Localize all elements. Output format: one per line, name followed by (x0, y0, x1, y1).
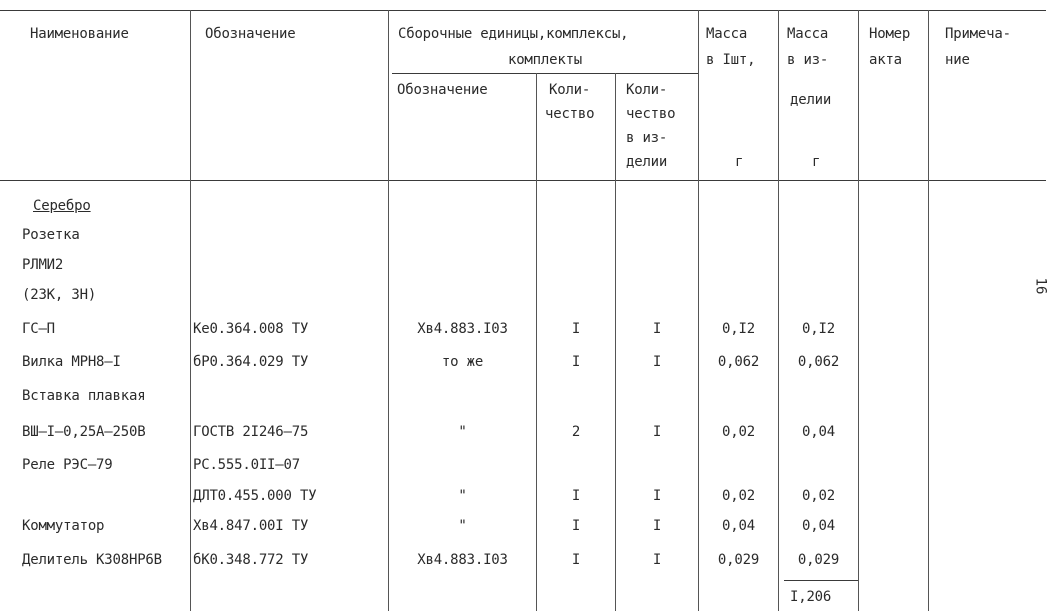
header-qty-line2: чество (545, 106, 595, 122)
cell-qty: I (571, 518, 581, 534)
total-divider (784, 580, 858, 581)
cell-name: Вставка плавкая (22, 388, 146, 404)
header-qty-in-line3: в из- (626, 130, 668, 146)
cell-sub-designation: " (458, 424, 467, 440)
header-note-line2: ние (945, 52, 970, 68)
total-mass: I,206 (790, 589, 832, 605)
cell-qty: I (571, 354, 581, 370)
header-mass-item-line3: делии (790, 92, 832, 108)
cell-sub-designation: " (458, 518, 467, 534)
cell-qty-in-item: I (652, 518, 662, 534)
cell-qty-in-item: I (652, 488, 662, 504)
header-mass-item-unit: г (812, 154, 821, 170)
header-qty-line1: Коли- (549, 82, 591, 98)
cell-mass-per-piece: 0,I2 (722, 321, 755, 337)
cell-name: Розетка (22, 227, 80, 243)
cell-name: (23К, 3Н) (22, 287, 97, 303)
header-mass-pc-line1: Масса (706, 26, 748, 42)
header-act-line1: Номер (869, 26, 911, 42)
cell-designation: бК0.348.772 ТУ (193, 552, 309, 568)
cell-qty: I (571, 552, 581, 568)
cell-qty-in-item: I (652, 424, 662, 440)
cell-mass-per-piece: 0,02 (722, 424, 755, 440)
header-designation: Обозначение (205, 26, 296, 42)
cell-name: Делитель К308НР6В (22, 552, 162, 568)
cell-mass-in-item: 0,062 (797, 354, 840, 370)
cell-qty: I (571, 321, 581, 337)
table-top-border (0, 10, 1046, 11)
cell-mass-in-item: 0,029 (797, 552, 840, 568)
header-mass-pc-line2: в Iшт, (706, 52, 756, 68)
cell-qty-in-item: I (652, 552, 662, 568)
cell-mass-in-item: 0,I2 (802, 321, 835, 337)
cell-designation: ГОСТВ 2I246–75 (193, 424, 309, 440)
header-mass-item-line1: Масса (787, 26, 829, 42)
cell-designation: Ке0.364.008 ТУ (193, 321, 309, 337)
cell-qty: 2 (571, 424, 581, 440)
cell-qty-in-item: I (652, 354, 662, 370)
cell-sub-designation: Хв4.883.I03 (417, 552, 508, 568)
cell-name: ГС–П (22, 321, 55, 337)
header-qty-in-line2: чество (626, 106, 676, 122)
header-note-line1: Примеча- (945, 26, 1011, 42)
cell-name: Вилка МРН8–I (22, 354, 121, 370)
cell-mass-per-piece: 0,02 (722, 488, 755, 504)
header-qty-in-line1: Коли- (626, 82, 668, 98)
header-act-line2: акта (869, 52, 902, 68)
page-number: 16 (1032, 277, 1049, 295)
cell-designation: РС.555.0II–07 (193, 457, 300, 473)
header-mass-pc-unit: г (735, 154, 744, 170)
cell-mass-in-item: 0,04 (802, 424, 835, 440)
cell-sub-designation: Хв4.883.I03 (417, 321, 508, 337)
cell-designation: Хв4.847.00I ТУ (193, 518, 309, 534)
header-qty-in-line4: делии (626, 154, 668, 170)
cell-mass-per-piece: 0,062 (717, 354, 760, 370)
cell-name: Реле РЭС–79 (22, 457, 113, 473)
cell-mass-per-piece: 0,04 (722, 518, 755, 534)
cell-designation: бР0.364.029 ТУ (193, 354, 309, 370)
cell-sub-designation: то же (441, 354, 484, 370)
cell-qty: I (571, 488, 581, 504)
col-divider-1 (190, 10, 191, 611)
cell-mass-in-item: 0,02 (802, 488, 835, 504)
header-sub-designation: Обозначение (397, 82, 488, 98)
cell-sub-designation: " (458, 488, 467, 504)
header-mass-item-line2: в из- (787, 52, 829, 68)
header-name: Наименование (30, 26, 129, 42)
cell-designation: ДЛТ0.455.000 ТУ (193, 488, 317, 504)
cell-name: Коммутатор (22, 518, 105, 534)
cell-name: ВШ–I–0,25А–250В (22, 424, 146, 440)
cell-mass-in-item: 0,04 (802, 518, 835, 534)
header-bottom-border (0, 180, 1046, 181)
section-title: Серебро (33, 198, 91, 214)
header-assembly-line1: Сборочные единицы,комплексы, (398, 26, 629, 42)
col-divider-7 (858, 10, 859, 611)
cell-mass-per-piece: 0,029 (717, 552, 760, 568)
cell-name: РЛМИ2 (22, 257, 64, 273)
header-assembly-line2: комплекты (507, 52, 583, 68)
assembly-header-divider (392, 73, 698, 74)
col-divider-8 (928, 10, 929, 611)
cell-qty-in-item: I (652, 321, 662, 337)
